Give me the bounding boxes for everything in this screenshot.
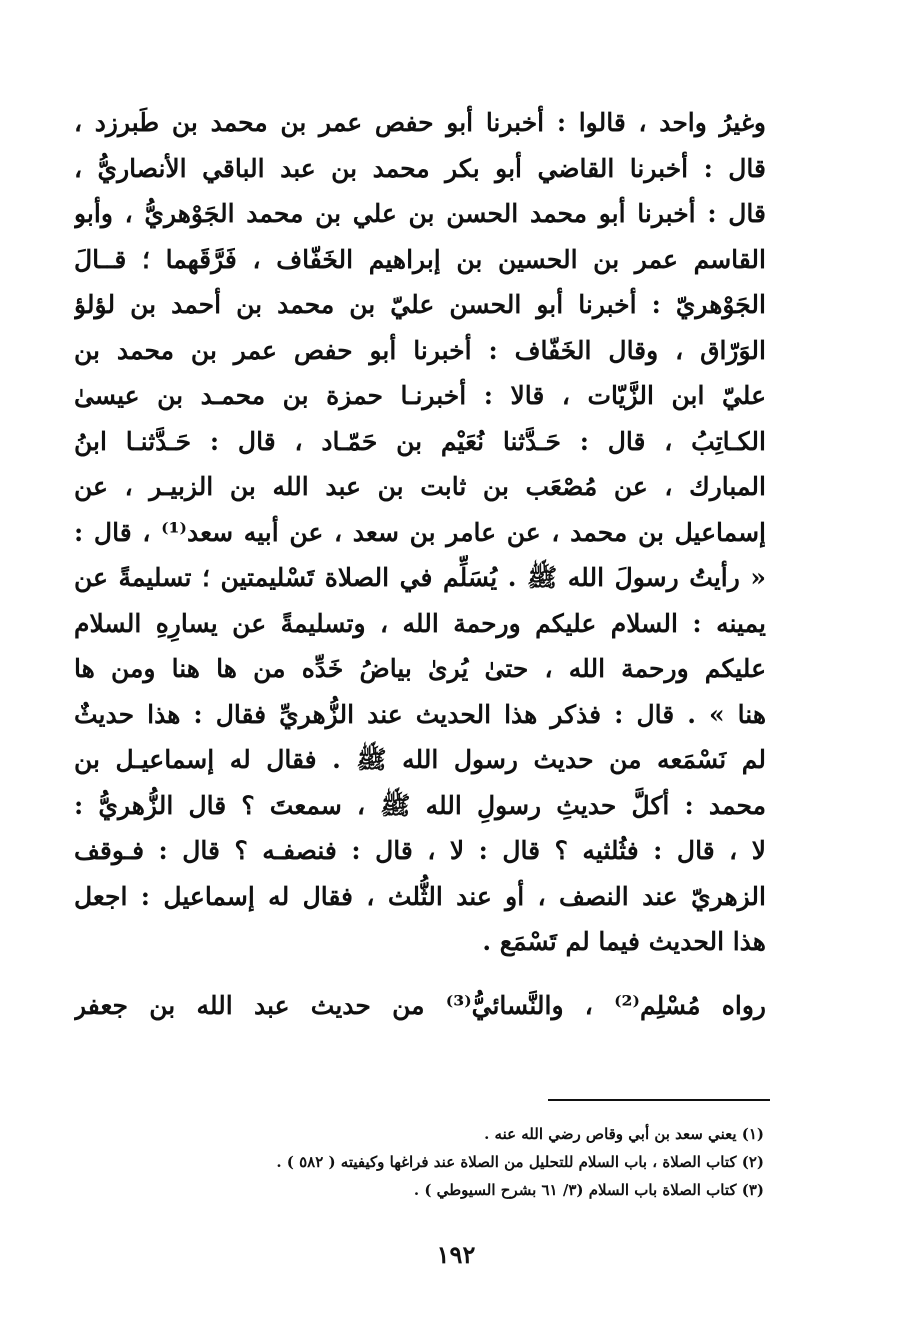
text-line: محمد : أكلَّ حديثِ رسولِ الله ﷺ ، سمعتَ ؟ قال الزُّهريُّ : [74,790,766,820]
text-line: وغيرُ واحد ، قالوا : أخبرنا أبو حفص عمر بن محمد بن طَبرزد ، [74,108,766,137]
text-line: لا ، قال : فثُلثيه ؟ قال : لا ، قال : فنصفـه ؟ قال : فـوقف [74,836,766,865]
text-line: عليّ ابن الزَّيّات ، قالا : أخبرنـا حمزة بن محمـد بن عيسىٰ [74,381,766,410]
text-line: الجَوْهريّ : أخبرنا أبو الحسن عليّ بن محمد بن أحمد بن لؤلؤ [74,290,766,319]
footnote: (١) يعني سعد بن أبي وقاص رضي الله عنه . [484,1125,764,1143]
text-line: الكـاتِبُ ، قال : حَـدَّثنا نُعَيْم بن حَمّـاد ، قال : حَـدَّثنـا ابنُ [74,426,766,456]
text-line: القاسم عمر بن الحسين بن إبراهيم الخَفّاف ، فَرَّقَهما ؛ قــالَ [74,244,766,274]
footnote: (٢) كتاب الصلاة ، باب السلام للتحليل من الصلاة عند فراغها وكيفيته ( ٥٨٢ ) . [276,1153,764,1171]
main-text-block [74,100,766,1028]
text-line: « رأيتُ رسولَ الله ﷺ . يُسَلِّم في الصلاة تَسْليمتين ؛ تسليمةً عن [74,563,766,592]
text-line: الوَرّاق ، وقال الخَفّاف : أخبرنا أبو حفص عمر بن محمد بن [74,335,766,365]
footnote-separator [548,1099,770,1101]
text-line: هذا الحديث فيما لم تَسْمَع . [482,927,766,956]
text-line: قال : أخبرنا أبو محمد الحسن بن علي بن محمد الجَوْهريُّ ، وأبو [74,199,766,228]
text-line: عليكم ورحمة الله ، حتىٰ يُرىٰ بياضُ خَدِّه من ها هنا ومن ها [74,654,766,683]
footnote: (٣) كتاب الصلاة باب السلام (٣/ ٦١ بشرح السيوطي ) . [413,1181,764,1199]
text-line: قال : أخبرنا القاضي أبو بكر محمد بن عبد الباقي الأنصاريُّ ، [74,153,766,183]
text-line: لم نَسْمَعه من حديث رسول الله ﷺ . فقال له إسماعيـل بن [74,745,766,774]
text-line: هنا » . قال : فذكر هذا الحديث عند الزُّهريِّ فقال : هذا حديثٌ [74,699,766,729]
text-line: يمينه : السلام عليكم ورحمة الله ، وتسليمةً عن يسارِهِ السلام [74,608,766,638]
final-text-line: رواه مُسْلِم⁽²⁾ ، والنَّسائيُّ⁽³⁾ من حديث عبد الله بن جعفر [74,990,766,1020]
text-line: إسماعيل بن محمد ، عن عامر بن سعد ، عن أبيه سعد⁽¹⁾ ، قال : [74,517,766,547]
text-line: الزهريّ عند النصف ، أو عند الثُّلث ، فقال له إسماعيل : اجعل [74,881,766,911]
page-number: ١٩٢ [436,1240,476,1269]
text-line: المبارك ، عن مُصْعَب بن ثابت بن عبد الله بن الزبيـر ، عن [74,472,766,501]
footnotes [150,1120,764,1204]
